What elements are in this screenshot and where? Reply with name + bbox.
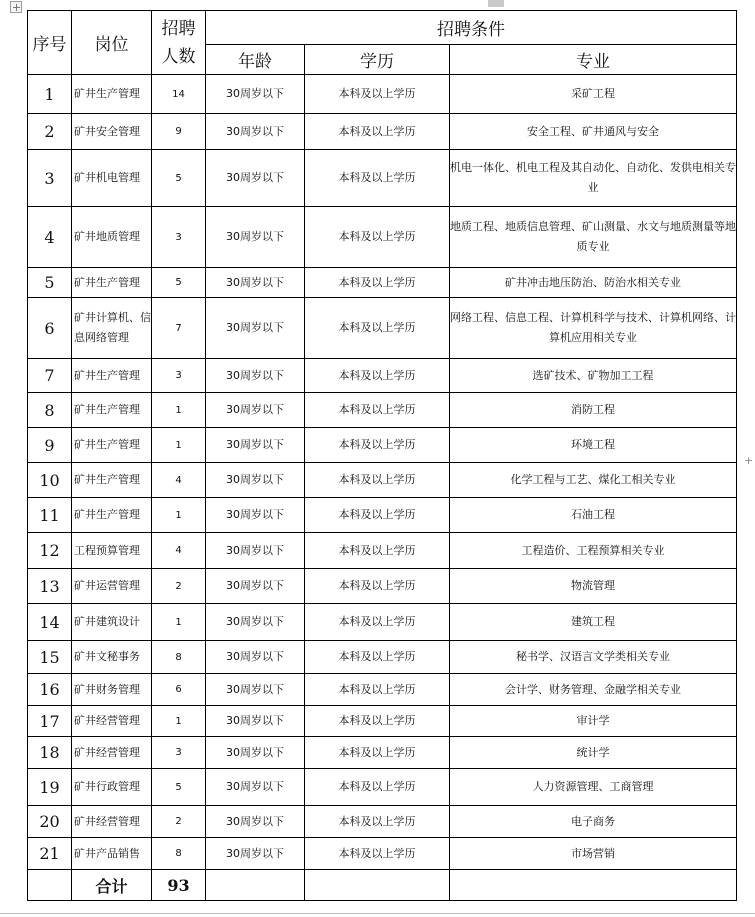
add-column-icon[interactable]: + [744, 454, 754, 467]
cell-major: 统计学 [450, 737, 737, 769]
table-row [28, 75, 737, 114]
cell-count: 1 [152, 393, 206, 428]
cell-major: 工程造价、工程预算相关专业 [450, 533, 737, 569]
header-position: 岗位 [72, 11, 152, 75]
cell-major: 市场营销 [450, 838, 737, 870]
cell-age: 30周岁以下 [206, 533, 305, 569]
table-row [28, 268, 737, 298]
cell-count: 4 [152, 533, 206, 569]
cell-education: 本科及以上学历 [305, 498, 450, 533]
cell-count: 1 [152, 428, 206, 463]
cell-education: 本科及以上学历 [305, 533, 450, 569]
cell-seq: 17 [28, 706, 72, 737]
cell-count: 2 [152, 806, 206, 838]
cell-age: 30周岁以下 [206, 150, 305, 207]
cell-count: 3 [152, 359, 206, 393]
cell-seq: 10 [28, 463, 72, 498]
page-guide-line [0, 913, 755, 914]
table-row [28, 463, 737, 498]
cell-education: 本科及以上学历 [305, 393, 450, 428]
cell-seq: 6 [28, 298, 72, 359]
cell-major: 石油工程 [450, 498, 737, 533]
header-count [152, 11, 206, 75]
table-row [28, 569, 737, 604]
cell-education: 本科及以上学历 [305, 604, 450, 641]
table-row [28, 393, 737, 428]
cell-position: 矿井经营管理 [72, 806, 152, 838]
cell-major: 机电一体化、机电工程及其自动化、自动化、发供电相关专业 [450, 150, 737, 207]
cell-seq: 9 [28, 428, 72, 463]
cell-age: 30周岁以下 [206, 207, 305, 268]
header-education: 学历 [305, 45, 450, 75]
cell-education: 本科及以上学历 [305, 359, 450, 393]
cell-count: 8 [152, 838, 206, 870]
cell-age: 30周岁以下 [206, 604, 305, 641]
cell-education: 本科及以上学历 [305, 674, 450, 706]
header-count-line2: 人数 [161, 46, 196, 67]
table-row [28, 806, 737, 838]
cell-position: 矿井机电管理 [72, 150, 152, 207]
cell-major: 消防工程 [450, 393, 737, 428]
cell-position: 矿井生产管理 [72, 268, 152, 298]
cell-age: 30周岁以下 [206, 737, 305, 769]
cell-major: 环境工程 [450, 428, 737, 463]
cell-seq: 20 [28, 806, 72, 838]
total-seq-cell [28, 870, 72, 901]
cell-position: 矿井计算机、信息网络管理 [72, 298, 152, 359]
cell-major: 化学工程与工艺、煤化工相关专业 [450, 463, 737, 498]
cell-age: 30周岁以下 [206, 674, 305, 706]
cell-count: 14 [152, 75, 206, 114]
total-major-cell [450, 870, 737, 901]
cell-major: 秘书学、汉语言文学类相关专业 [450, 641, 737, 674]
cell-education: 本科及以上学历 [305, 463, 450, 498]
cell-major: 地质工程、地质信息管理、矿山测量、水文与地质测量等地质专业 [450, 207, 737, 268]
cell-education: 本科及以上学历 [305, 806, 450, 838]
header-conditions: 招聘条件 [206, 11, 737, 45]
cell-major: 选矿技术、矿物加工工程 [450, 359, 737, 393]
cell-count: 8 [152, 641, 206, 674]
cell-position: 矿井行政管理 [72, 769, 152, 806]
cell-position: 矿井生产管理 [72, 498, 152, 533]
cell-position: 矿井生产管理 [72, 428, 152, 463]
cell-education: 本科及以上学历 [305, 769, 450, 806]
cell-count: 3 [152, 207, 206, 268]
header-age: 年龄 [206, 45, 305, 75]
table-row [28, 207, 737, 268]
total-age-cell [206, 870, 305, 901]
cell-position: 矿井地质管理 [72, 207, 152, 268]
cell-major: 矿井冲击地压防治、防治水相关专业 [450, 268, 737, 298]
cell-major: 建筑工程 [450, 604, 737, 641]
cell-count: 5 [152, 150, 206, 207]
header-count-line1: 招聘 [161, 18, 196, 39]
cell-count: 5 [152, 268, 206, 298]
cell-position: 矿井经营管理 [72, 706, 152, 737]
cell-count: 1 [152, 498, 206, 533]
cell-education: 本科及以上学历 [305, 838, 450, 870]
cell-age: 30周岁以下 [206, 806, 305, 838]
total-row [28, 870, 737, 901]
header-major: 专业 [450, 45, 737, 75]
cell-seq: 15 [28, 641, 72, 674]
table-row [28, 604, 737, 641]
cell-seq: 14 [28, 604, 72, 641]
cell-education: 本科及以上学历 [305, 737, 450, 769]
cell-seq: 5 [28, 268, 72, 298]
cell-count: 9 [152, 114, 206, 150]
cell-position: 矿井生产管理 [72, 359, 152, 393]
cell-position: 矿井生产管理 [72, 75, 152, 114]
table-row [28, 359, 737, 393]
cell-age: 30周岁以下 [206, 569, 305, 604]
cell-position: 矿井建筑设计 [72, 604, 152, 641]
cell-age: 30周岁以下 [206, 268, 305, 298]
cell-age: 30周岁以下 [206, 298, 305, 359]
table-row [28, 641, 737, 674]
cell-age: 30周岁以下 [206, 838, 305, 870]
cell-count: 1 [152, 706, 206, 737]
cell-age: 30周岁以下 [206, 641, 305, 674]
cell-position: 矿井安全管理 [72, 114, 152, 150]
cell-age: 30周岁以下 [206, 706, 305, 737]
cell-seq: 3 [28, 150, 72, 207]
cell-seq: 8 [28, 393, 72, 428]
cell-count: 1 [152, 604, 206, 641]
table-row [28, 298, 737, 359]
cell-major: 安全工程、矿井通风与安全 [450, 114, 737, 150]
ruler-marker [488, 0, 504, 7]
total-label: 合计 [72, 870, 152, 901]
cell-seq: 13 [28, 569, 72, 604]
cell-position: 矿井产品销售 [72, 838, 152, 870]
cell-position: 矿井文秘事务 [72, 641, 152, 674]
header-row [28, 11, 737, 45]
table-row [28, 533, 737, 569]
cell-seq: 16 [28, 674, 72, 706]
table-row [28, 114, 737, 150]
cell-major: 物流管理 [450, 569, 737, 604]
table-row [28, 737, 737, 769]
cell-position: 矿井运营管理 [72, 569, 152, 604]
header-seq: 序号 [28, 11, 72, 75]
cell-count: 3 [152, 737, 206, 769]
cell-seq: 1 [28, 75, 72, 114]
cell-education: 本科及以上学历 [305, 706, 450, 737]
table-row [28, 498, 737, 533]
table-row [28, 674, 737, 706]
cell-major: 人力资源管理、工商管理 [450, 769, 737, 806]
table-row [28, 769, 737, 806]
cell-age: 30周岁以下 [206, 769, 305, 806]
cell-age: 30周岁以下 [206, 359, 305, 393]
cell-education: 本科及以上学历 [305, 298, 450, 359]
cell-education: 本科及以上学历 [305, 150, 450, 207]
cell-age: 30周岁以下 [206, 114, 305, 150]
cell-education: 本科及以上学历 [305, 207, 450, 268]
cell-position: 矿井生产管理 [72, 393, 152, 428]
cell-age: 30周岁以下 [206, 75, 305, 114]
cell-age: 30周岁以下 [206, 428, 305, 463]
table-row [28, 428, 737, 463]
cell-position: 矿井财务管理 [72, 674, 152, 706]
cell-count: 4 [152, 463, 206, 498]
total-count: 93 [152, 870, 206, 901]
cell-major: 电子商务 [450, 806, 737, 838]
table-row [28, 150, 737, 207]
cell-seq: 4 [28, 207, 72, 268]
table-move-handle-icon[interactable] [10, 1, 22, 13]
cell-seq: 21 [28, 838, 72, 870]
cell-education: 本科及以上学历 [305, 428, 450, 463]
cell-education: 本科及以上学历 [305, 569, 450, 604]
cell-seq: 18 [28, 737, 72, 769]
cell-major: 审计学 [450, 706, 737, 737]
cell-education: 本科及以上学历 [305, 268, 450, 298]
total-education-cell [305, 870, 450, 901]
cell-position: 矿井经营管理 [72, 737, 152, 769]
table-row [28, 706, 737, 737]
cell-major: 采矿工程 [450, 75, 737, 114]
cell-count: 6 [152, 674, 206, 706]
recruitment-table [27, 10, 737, 901]
cell-education: 本科及以上学历 [305, 75, 450, 114]
cell-major: 会计学、财务管理、金融学相关专业 [450, 674, 737, 706]
cell-seq: 19 [28, 769, 72, 806]
cell-count: 2 [152, 569, 206, 604]
cell-position: 工程预算管理 [72, 533, 152, 569]
cell-major: 网络工程、信息工程、计算机科学与技术、计算机网络、计算机应用相关专业 [450, 298, 737, 359]
cell-count: 7 [152, 298, 206, 359]
cell-count: 5 [152, 769, 206, 806]
cell-age: 30周岁以下 [206, 498, 305, 533]
cell-seq: 12 [28, 533, 72, 569]
table-row [28, 838, 737, 870]
cell-seq: 11 [28, 498, 72, 533]
cell-education: 本科及以上学历 [305, 114, 450, 150]
cell-education: 本科及以上学历 [305, 641, 450, 674]
cell-age: 30周岁以下 [206, 463, 305, 498]
cell-seq: 7 [28, 359, 72, 393]
cell-position: 矿井生产管理 [72, 463, 152, 498]
cell-seq: 2 [28, 114, 72, 150]
cell-age: 30周岁以下 [206, 393, 305, 428]
